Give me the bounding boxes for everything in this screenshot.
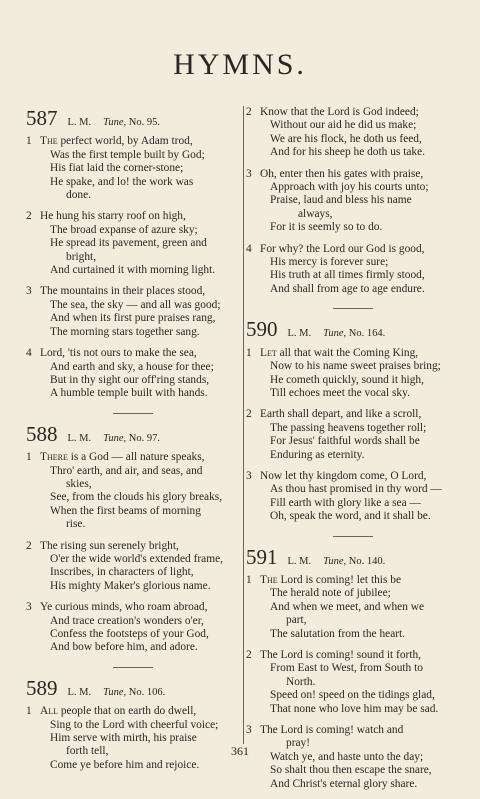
verse-line: From East to West, from South to bbox=[270, 662, 423, 675]
verse-line: For Jesus' faithful words shall be bbox=[270, 435, 420, 448]
verse-number: 3 bbox=[26, 601, 32, 614]
tune-number: No. 140. bbox=[348, 555, 386, 567]
hymn-separator bbox=[333, 308, 373, 309]
hymn-tune bbox=[103, 116, 160, 129]
verse-line: Watch ye, and haste unto the day; bbox=[270, 750, 424, 763]
verse-line: See, from the clouds his glory breaks, bbox=[50, 491, 223, 504]
hymn-header bbox=[26, 421, 240, 446]
hymn-header bbox=[246, 544, 460, 569]
hymn-header bbox=[26, 106, 240, 130]
tune-number: No. 97. bbox=[128, 432, 161, 444]
verse-line: The broad expanse of azure sky; bbox=[50, 223, 198, 236]
verse-line: Fill earth with glory like a sea — bbox=[270, 496, 421, 509]
verse bbox=[246, 243, 460, 297]
page-title: HYMNS. bbox=[173, 48, 307, 81]
right-column bbox=[246, 106, 460, 799]
verse-line: North. bbox=[286, 675, 316, 688]
verse-line: Lord, 'tis not ours to make the sea, bbox=[40, 347, 197, 360]
verse-lines bbox=[40, 540, 240, 594]
verse-line: The Lord is coming! sound it forth, bbox=[260, 649, 422, 661]
hymn-tune bbox=[323, 555, 385, 568]
hymn-tune bbox=[103, 686, 165, 699]
tune-number: No. 106. bbox=[128, 686, 166, 698]
verse-line: The passing heavens together roll; bbox=[270, 421, 427, 434]
verse-line: rise. bbox=[66, 518, 86, 531]
verse-line: For it is seemly so to do. bbox=[270, 221, 383, 234]
verse-lines bbox=[260, 470, 460, 524]
verse-line: Ye curious minds, who roam abroad, bbox=[40, 601, 208, 614]
verse-line: And bow before him, and adore. bbox=[50, 641, 198, 654]
verse-line: O'er the wide world's extended frame, bbox=[50, 552, 224, 565]
tune-label: Tune, bbox=[103, 432, 127, 444]
verse-line: That none who love him may be sad. bbox=[270, 702, 439, 715]
verse-number: 1 bbox=[26, 705, 32, 718]
verse-lines bbox=[40, 347, 240, 401]
verse-line: We are his flock, he doth us feed, bbox=[270, 132, 422, 145]
verse-number: 1 bbox=[26, 135, 32, 148]
verse-number: 3 bbox=[26, 285, 32, 298]
verse-line: All people that on earth do dwell, bbox=[40, 705, 197, 718]
verse bbox=[246, 347, 460, 401]
hymn-tune bbox=[323, 327, 385, 340]
verse-line: Without our aid he did us make; bbox=[270, 119, 417, 132]
hymn-block bbox=[246, 106, 460, 296]
verse-line: Let all that wait the Coming King, bbox=[260, 346, 419, 359]
verse-lines bbox=[260, 243, 460, 297]
verse-line: Him serve with mirth, his praise bbox=[50, 732, 197, 745]
verse-line: The morning stars together sang. bbox=[50, 325, 200, 338]
hymn-separator bbox=[333, 536, 373, 537]
verse-line: Thro' earth, and air, and seas, and bbox=[50, 464, 203, 477]
hymn-header bbox=[26, 675, 240, 700]
verse-line: Come ye before him and rejoice. bbox=[50, 758, 200, 771]
verse-line: But in thy sight our off'ring stands, bbox=[50, 373, 210, 386]
page-number: 361 bbox=[231, 744, 249, 758]
verse bbox=[246, 649, 460, 716]
verse-lead-word: Let bbox=[260, 346, 277, 359]
verse-number: 1 bbox=[246, 573, 252, 586]
tune-number: No. 164. bbox=[348, 328, 386, 340]
hymn-tune bbox=[103, 432, 160, 445]
left-column bbox=[26, 106, 240, 780]
verse-number: 3 bbox=[246, 469, 252, 482]
verse-line: And earth and sky, a house for thee; bbox=[50, 360, 214, 373]
verse-line: The sea, the sky — and all was good; bbox=[50, 298, 221, 311]
verse-line: Sing to the Lord with cheerful voice; bbox=[50, 718, 219, 731]
verse-lines bbox=[40, 210, 240, 277]
verse-number: 1 bbox=[26, 451, 32, 464]
hymn-number: 587 bbox=[26, 106, 58, 130]
verse-line: skies, bbox=[66, 477, 92, 490]
verse-line: Inscribes, in characters of light, bbox=[50, 566, 194, 579]
verse-line: Earth shall depart, and like a scroll, bbox=[260, 408, 422, 421]
verse-lines bbox=[260, 106, 460, 160]
hymn-block bbox=[26, 421, 240, 655]
verse-line: His mercy is forever sure; bbox=[270, 256, 389, 269]
verse-lines bbox=[260, 168, 460, 235]
verse-line: The rising sun serenely bright, bbox=[40, 539, 179, 552]
hymn-number: 589 bbox=[26, 675, 58, 700]
tune-label: Tune, bbox=[323, 555, 347, 567]
verse-line: And shall from age to age endure. bbox=[270, 282, 425, 295]
verse-line: His fiat laid the corner-stone; bbox=[50, 162, 184, 175]
verse bbox=[246, 106, 460, 160]
verse-line: And curtained it with morning light. bbox=[50, 264, 216, 277]
verse-number: 4 bbox=[26, 347, 32, 360]
verse-line: Speed on! speed on the tidings glad, bbox=[270, 689, 435, 702]
verse bbox=[246, 168, 460, 235]
hymn-separator bbox=[113, 667, 153, 668]
verse-line: always, bbox=[298, 207, 333, 220]
verse-number: 1 bbox=[246, 346, 252, 359]
verse-line: bright, bbox=[66, 250, 97, 263]
verse-line: Confess the footsteps of your God, bbox=[50, 628, 209, 640]
hymn-number: 590 bbox=[246, 317, 278, 342]
verse-line: He spread its pavement, green and bbox=[50, 237, 207, 250]
verse-line: The salutation from the heart. bbox=[270, 627, 406, 640]
verse-line: He cometh quickly, sound it high, bbox=[270, 373, 424, 386]
hymn-meter: L. M. bbox=[67, 117, 92, 128]
verse bbox=[26, 347, 240, 401]
hymn-meter: L. M. bbox=[67, 432, 92, 444]
verse-lead-word: The bbox=[40, 135, 58, 148]
verse-number: 2 bbox=[246, 408, 252, 421]
verse bbox=[246, 574, 460, 641]
verse-line: And Christ's eternal glory share. bbox=[270, 777, 418, 790]
verse-number: 2 bbox=[26, 210, 32, 223]
verse-line: Now let thy kingdom come, O Lord, bbox=[260, 469, 427, 482]
verse-line: part, bbox=[286, 614, 307, 627]
verse-number: 2 bbox=[246, 649, 252, 661]
verse-line: forth tell, bbox=[66, 745, 109, 758]
verse-line: The herald note of jubilee; bbox=[270, 587, 391, 600]
verse-line: Was the first temple built by God; bbox=[50, 148, 205, 161]
verse-line: He spake, and lo! the work was bbox=[50, 175, 194, 188]
verse bbox=[26, 135, 240, 202]
verse bbox=[246, 470, 460, 524]
hymn-block bbox=[246, 317, 460, 523]
verse bbox=[26, 601, 240, 655]
verse-line: And trace creation's wonders o'er, bbox=[50, 614, 204, 627]
hymn-block bbox=[26, 106, 240, 401]
verse-lines bbox=[40, 705, 240, 772]
hymn-separator bbox=[113, 413, 153, 414]
verse-line: Oh, enter then his gates with praise, bbox=[260, 167, 424, 180]
verse-line: Know that the Lord is God indeed; bbox=[260, 106, 419, 118]
verse-line: The mountains in their places stood, bbox=[40, 285, 206, 298]
verse bbox=[26, 540, 240, 594]
verse bbox=[26, 285, 240, 339]
verse-lines bbox=[40, 285, 240, 339]
verse-line: His truth at all times firmly stood, bbox=[270, 269, 425, 282]
hymn-number: 588 bbox=[26, 421, 58, 446]
tune-label: Tune, bbox=[103, 117, 127, 128]
verse-line: A humble temple built with hands. bbox=[50, 387, 208, 400]
verse-line: The Lord is coming! let this be bbox=[260, 573, 402, 586]
verse bbox=[26, 705, 240, 772]
verse-line: And when we meet, and when we bbox=[270, 600, 425, 613]
verse-line: Enduring as eternity. bbox=[270, 448, 365, 461]
verse-line: When the first beams of morning bbox=[50, 504, 201, 517]
verse-lead-word: The bbox=[260, 573, 278, 586]
hymn-meter: L. M. bbox=[67, 686, 92, 698]
verse-line: pray! bbox=[286, 737, 311, 750]
column-divider bbox=[243, 106, 244, 744]
verse-lines bbox=[260, 347, 460, 401]
verse-number: 3 bbox=[246, 167, 252, 180]
verse-lead-word: All bbox=[40, 705, 58, 718]
verse-lines bbox=[40, 601, 240, 655]
verse-line: Praise, laud and bless his name bbox=[270, 194, 412, 207]
verse-line: done. bbox=[66, 189, 91, 202]
verse-line: As thou hast promised in thy word — bbox=[270, 483, 442, 496]
verse-line: Till echoes meet the vocal sky. bbox=[270, 386, 410, 399]
verse-line: So shalt thou then escape the snare, bbox=[270, 764, 432, 777]
verse-lines bbox=[40, 135, 240, 202]
verse-number: 4 bbox=[246, 242, 252, 255]
verse-line: And when its first pure praises rang, bbox=[50, 312, 216, 325]
verse-line: And for his sheep he doth us take. bbox=[270, 146, 426, 159]
verse-line: He hung his starry roof on high, bbox=[40, 210, 186, 223]
verse-lead-word: There bbox=[40, 451, 68, 464]
verse-line: The Lord is coming! watch and bbox=[260, 724, 404, 737]
verse bbox=[26, 210, 240, 277]
verse bbox=[246, 408, 460, 462]
verse-lines bbox=[260, 649, 460, 716]
verse bbox=[26, 451, 240, 531]
tune-label: Tune, bbox=[323, 328, 347, 340]
verse-line: There is a God — all nature speaks, bbox=[40, 451, 205, 464]
verse-line: His mighty Maker's glorious name. bbox=[50, 579, 211, 592]
verse-lines bbox=[260, 574, 460, 641]
tune-number: No. 95. bbox=[128, 117, 161, 128]
verse-lines bbox=[260, 408, 460, 462]
verse-lines bbox=[40, 451, 240, 531]
verse-line: For why? the Lord our God is good, bbox=[260, 242, 425, 255]
verse-number: 2 bbox=[246, 106, 252, 118]
verse-line: The perfect world, by Adam trod, bbox=[40, 135, 193, 148]
verse-line: Oh, speak the word, and it shall be. bbox=[270, 510, 431, 523]
verse-line: Approach with joy his courts unto; bbox=[270, 181, 429, 194]
tune-label: Tune, bbox=[103, 686, 127, 698]
verse-line: Now to his name sweet praises bring; bbox=[270, 360, 441, 373]
hymn-number: 591 bbox=[246, 544, 278, 569]
hymn-header bbox=[246, 317, 460, 342]
verse-number: 3 bbox=[246, 724, 252, 737]
hymn-meter: L. M. bbox=[287, 328, 312, 340]
verse-number: 2 bbox=[26, 539, 32, 552]
hymn-meter: L. M. bbox=[287, 555, 312, 567]
